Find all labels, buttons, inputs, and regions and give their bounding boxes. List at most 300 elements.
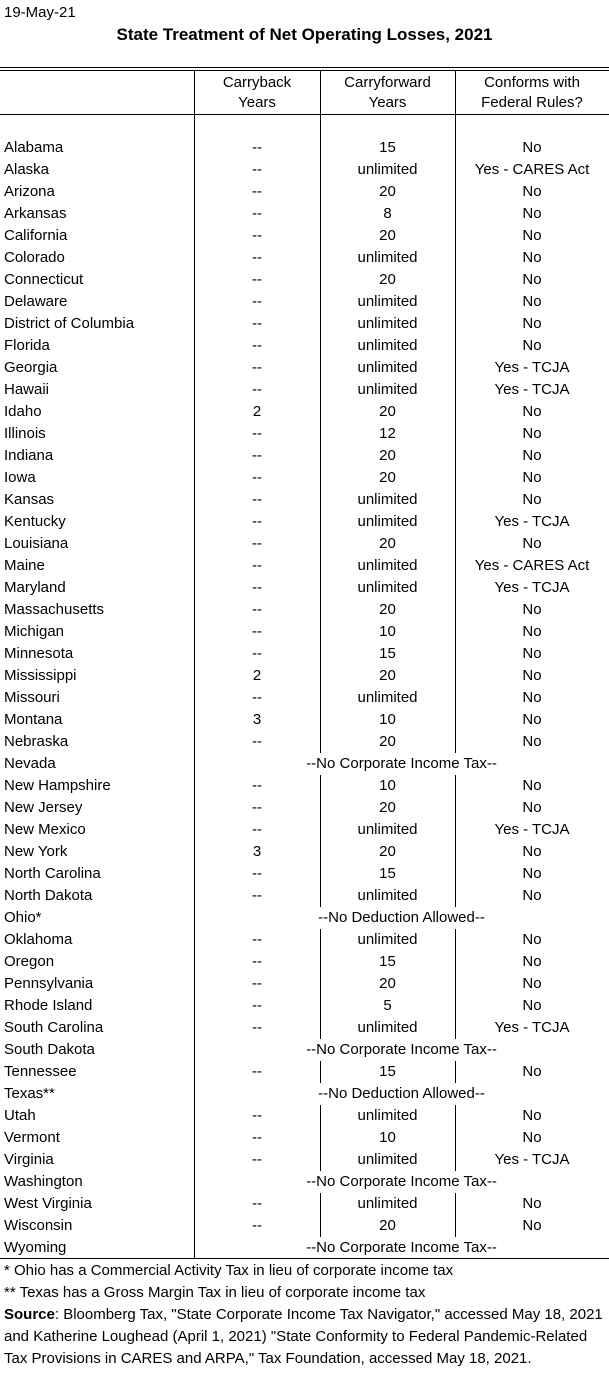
merged-status: --No Deduction Allowed-- bbox=[318, 1085, 485, 1102]
header-carryforward-line1: Carryforward bbox=[344, 74, 431, 91]
conforms-federal: No bbox=[522, 205, 542, 222]
carryback-years: -- bbox=[252, 249, 262, 266]
state-name: Rhode Island bbox=[4, 997, 93, 1014]
conforms-federal: No bbox=[522, 601, 542, 618]
table-body bbox=[0, 137, 609, 1259]
column-divider bbox=[320, 533, 321, 555]
column-divider bbox=[455, 599, 456, 621]
conforms-federal: No bbox=[522, 139, 542, 156]
state-name: Oregon bbox=[4, 953, 55, 970]
column-divider bbox=[320, 951, 321, 973]
conforms-federal: No bbox=[522, 975, 542, 992]
column-divider bbox=[320, 489, 321, 511]
conforms-federal: No bbox=[522, 865, 542, 882]
column-divider bbox=[455, 797, 456, 819]
column-divider bbox=[455, 247, 456, 269]
carryforward-years: 20 bbox=[379, 447, 396, 464]
header-divider bbox=[194, 71, 195, 114]
table-row bbox=[0, 951, 609, 973]
table-row bbox=[0, 1083, 609, 1105]
table-bottom-border bbox=[0, 1258, 609, 1259]
carryback-years: -- bbox=[252, 447, 262, 464]
table-row bbox=[0, 709, 609, 731]
table-row bbox=[0, 1061, 609, 1083]
carryforward-years: unlimited bbox=[357, 293, 418, 310]
carryback-years: -- bbox=[252, 513, 262, 530]
table-row bbox=[0, 1127, 609, 1149]
carryback-years: -- bbox=[252, 535, 262, 552]
conforms-federal: No bbox=[522, 425, 542, 442]
carryback-years: 3 bbox=[252, 843, 262, 860]
table-row bbox=[0, 181, 609, 203]
state-name: Wyoming bbox=[4, 1239, 67, 1256]
table-row bbox=[0, 1149, 609, 1171]
table-row bbox=[0, 973, 609, 995]
conforms-federal: No bbox=[522, 1129, 542, 1146]
carryforward-years: 20 bbox=[379, 227, 396, 244]
state-name: Iowa bbox=[4, 469, 36, 486]
conforms-federal: No bbox=[522, 1107, 542, 1124]
carryback-years: -- bbox=[252, 821, 262, 838]
column-divider bbox=[455, 291, 456, 313]
column-divider bbox=[455, 1017, 456, 1039]
state-name: Utah bbox=[4, 1107, 36, 1124]
carryback-years: -- bbox=[252, 601, 262, 618]
state-name: Florida bbox=[4, 337, 50, 354]
carryforward-years: 12 bbox=[379, 425, 396, 442]
column-divider bbox=[320, 555, 321, 577]
table-row bbox=[0, 357, 609, 379]
column-divider bbox=[455, 489, 456, 511]
column-divider bbox=[320, 1215, 321, 1237]
header-carryback-line2: Years bbox=[238, 94, 276, 111]
carryforward-years: 15 bbox=[379, 865, 396, 882]
conforms-federal: No bbox=[522, 227, 542, 244]
table-row bbox=[0, 423, 609, 445]
state-name: New York bbox=[4, 843, 68, 860]
conforms-federal: No bbox=[522, 447, 542, 464]
state-name: Georgia bbox=[4, 359, 58, 376]
carryback-years: -- bbox=[252, 227, 262, 244]
column-divider bbox=[320, 665, 321, 687]
carryforward-years: unlimited bbox=[357, 557, 418, 574]
state-name: North Carolina bbox=[4, 865, 101, 882]
table-row bbox=[0, 379, 609, 401]
column-divider bbox=[320, 203, 321, 225]
table-row bbox=[0, 203, 609, 225]
column-divider bbox=[320, 709, 321, 731]
column-divider bbox=[320, 401, 321, 423]
column-divider bbox=[320, 511, 321, 533]
carryforward-years: 15 bbox=[379, 1063, 396, 1080]
carryback-years: -- bbox=[252, 733, 262, 750]
merged-status: --No Corporate Income Tax-- bbox=[306, 755, 497, 772]
carryback-years: -- bbox=[252, 271, 262, 288]
conforms-federal: No bbox=[522, 535, 542, 552]
carryforward-years: 20 bbox=[379, 799, 396, 816]
column-divider bbox=[455, 159, 456, 181]
carryforward-years: unlimited bbox=[357, 337, 418, 354]
column-divider bbox=[320, 313, 321, 335]
merged-status: --No Corporate Income Tax-- bbox=[306, 1041, 497, 1058]
carryforward-years: unlimited bbox=[357, 1019, 418, 1036]
carryforward-years: 20 bbox=[379, 667, 396, 684]
column-divider bbox=[455, 533, 456, 555]
state-name: Alabama bbox=[4, 139, 64, 156]
carryforward-years: unlimited bbox=[357, 1151, 418, 1168]
column-divider bbox=[455, 1061, 456, 1083]
header-carryback bbox=[194, 73, 320, 113]
conforms-federal: No bbox=[522, 623, 542, 640]
header-conforms-line1: Conforms with bbox=[484, 74, 580, 91]
column-divider bbox=[455, 401, 456, 423]
column-divider bbox=[455, 335, 456, 357]
source-text: : Bloomberg Tax, "State Corporate Income Tax Navigator," accessed May 18, 2021 and Katherine Loughead (April 1, 2021) "State Conformity to Federal Pandemic-Related Tax Provisions in CARES and ARPA," Tax Foundation, accessed May 18, 2021. bbox=[4, 1306, 603, 1367]
conforms-federal: No bbox=[522, 249, 542, 266]
table-row bbox=[0, 401, 609, 423]
conforms-federal: No bbox=[522, 491, 542, 508]
state-name: District of Columbia bbox=[4, 315, 135, 332]
column-divider bbox=[455, 819, 456, 841]
column-divider bbox=[455, 313, 456, 335]
state-name: Colorado bbox=[4, 249, 65, 266]
carryback-years: -- bbox=[252, 469, 262, 486]
carryforward-years: unlimited bbox=[357, 821, 418, 838]
carryback-years: -- bbox=[252, 1063, 262, 1080]
carryback-years: -- bbox=[252, 1217, 262, 1234]
column-divider bbox=[320, 445, 321, 467]
conforms-federal: Yes - TCJA bbox=[494, 359, 570, 376]
column-divider bbox=[320, 115, 321, 137]
column-divider bbox=[455, 995, 456, 1017]
table-row bbox=[0, 643, 609, 665]
column-divider bbox=[455, 1149, 456, 1171]
column-divider bbox=[455, 885, 456, 907]
carryforward-years: 20 bbox=[379, 843, 396, 860]
conforms-federal: No bbox=[522, 799, 542, 816]
state-name: Louisiana bbox=[4, 535, 69, 552]
carryforward-years: 20 bbox=[379, 733, 396, 750]
report-date: 19-May-21 bbox=[4, 4, 76, 21]
carryback-years: -- bbox=[252, 1019, 262, 1036]
carryback-years: -- bbox=[252, 997, 262, 1014]
table-row bbox=[0, 1017, 609, 1039]
conforms-federal: No bbox=[522, 689, 542, 706]
table-row bbox=[0, 885, 609, 907]
carryforward-years: unlimited bbox=[357, 513, 418, 530]
column-divider bbox=[320, 621, 321, 643]
header-divider bbox=[320, 71, 321, 114]
conforms-federal: No bbox=[522, 183, 542, 200]
conforms-federal: Yes - CARES Act bbox=[474, 557, 590, 574]
column-divider bbox=[455, 775, 456, 797]
table-row bbox=[0, 687, 609, 709]
column-divider bbox=[320, 1127, 321, 1149]
conforms-federal: Yes - CARES Act bbox=[474, 161, 590, 178]
carryback-years: -- bbox=[252, 689, 262, 706]
carryback-years: -- bbox=[252, 623, 262, 640]
carryback-years: -- bbox=[252, 931, 262, 948]
table-row bbox=[0, 467, 609, 489]
carryback-years: 3 bbox=[252, 711, 262, 728]
state-name: South Carolina bbox=[4, 1019, 104, 1036]
carryforward-years: unlimited bbox=[357, 381, 418, 398]
table-row bbox=[0, 159, 609, 181]
state-name: Ohio* bbox=[4, 909, 42, 926]
table-row bbox=[0, 621, 609, 643]
conforms-federal: Yes - TCJA bbox=[494, 381, 570, 398]
header-carryback-line1: Carryback bbox=[222, 74, 292, 91]
column-divider bbox=[320, 995, 321, 1017]
column-divider bbox=[455, 1193, 456, 1215]
header-bottom-border bbox=[0, 114, 609, 115]
carryforward-years: unlimited bbox=[357, 689, 418, 706]
table-row bbox=[0, 1039, 609, 1061]
column-divider bbox=[455, 203, 456, 225]
table-row bbox=[0, 1171, 609, 1193]
state-name: Indiana bbox=[4, 447, 54, 464]
carryforward-years: 15 bbox=[379, 139, 396, 156]
table-row bbox=[0, 841, 609, 863]
column-divider bbox=[455, 445, 456, 467]
carryback-years: -- bbox=[252, 887, 262, 904]
carryforward-years: unlimited bbox=[357, 161, 418, 178]
conforms-federal: No bbox=[522, 953, 542, 970]
state-name: Delaware bbox=[4, 293, 68, 310]
carryback-years: -- bbox=[252, 579, 262, 596]
carryback-years: -- bbox=[252, 205, 262, 222]
carryback-years: -- bbox=[252, 337, 262, 354]
table-row bbox=[0, 775, 609, 797]
column-divider bbox=[320, 181, 321, 203]
conforms-federal: Yes - TCJA bbox=[494, 821, 570, 838]
carryback-years: -- bbox=[252, 1129, 262, 1146]
conforms-federal: No bbox=[522, 645, 542, 662]
table-top-border-inner bbox=[0, 70, 609, 71]
state-name: Arizona bbox=[4, 183, 55, 200]
column-divider bbox=[455, 423, 456, 445]
column-divider bbox=[455, 511, 456, 533]
column-divider bbox=[455, 1127, 456, 1149]
column-divider bbox=[320, 1061, 321, 1083]
carryforward-years: 15 bbox=[379, 953, 396, 970]
column-divider bbox=[455, 357, 456, 379]
table-row bbox=[0, 753, 609, 775]
column-divider bbox=[455, 973, 456, 995]
column-divider bbox=[455, 467, 456, 489]
state-name: Nevada bbox=[4, 755, 56, 772]
carryback-years: -- bbox=[252, 1151, 262, 1168]
column-divider bbox=[320, 599, 321, 621]
source-note bbox=[4, 1304, 604, 1370]
table-row bbox=[0, 665, 609, 687]
column-divider bbox=[320, 247, 321, 269]
carryforward-years: 20 bbox=[379, 975, 396, 992]
table-row bbox=[0, 137, 609, 159]
table-row bbox=[0, 489, 609, 511]
conforms-federal: No bbox=[522, 1063, 542, 1080]
state-name: New Jersey bbox=[4, 799, 83, 816]
column-divider bbox=[455, 379, 456, 401]
column-divider bbox=[320, 1017, 321, 1039]
conforms-federal: No bbox=[522, 931, 542, 948]
state-name: Tennessee bbox=[4, 1063, 77, 1080]
state-name: Texas** bbox=[4, 1085, 55, 1102]
column-divider bbox=[320, 841, 321, 863]
carryforward-years: unlimited bbox=[357, 887, 418, 904]
footnote-ohio: * Ohio has a Commercial Activity Tax in lieu of corporate income tax bbox=[4, 1262, 454, 1279]
conforms-federal: No bbox=[522, 271, 542, 288]
state-name: Nebraska bbox=[4, 733, 69, 750]
carryback-years: -- bbox=[252, 315, 262, 332]
column-divider bbox=[320, 863, 321, 885]
table-row bbox=[0, 797, 609, 819]
state-name: South Dakota bbox=[4, 1041, 95, 1058]
conforms-federal: Yes - TCJA bbox=[494, 513, 570, 530]
table-row bbox=[0, 269, 609, 291]
table-row bbox=[0, 1105, 609, 1127]
source-label: Source bbox=[4, 1306, 55, 1323]
carryforward-years: 10 bbox=[379, 623, 396, 640]
column-divider bbox=[320, 929, 321, 951]
carryback-years: -- bbox=[252, 645, 262, 662]
conforms-federal: No bbox=[522, 997, 542, 1014]
table-row bbox=[0, 291, 609, 313]
column-divider bbox=[455, 863, 456, 885]
carryforward-years: 20 bbox=[379, 469, 396, 486]
conforms-federal: No bbox=[522, 337, 542, 354]
carryforward-years: 15 bbox=[379, 645, 396, 662]
state-name: North Dakota bbox=[4, 887, 93, 904]
table-row bbox=[0, 225, 609, 247]
column-divider bbox=[455, 665, 456, 687]
conforms-federal: No bbox=[522, 403, 542, 420]
column-divider bbox=[320, 137, 321, 159]
carryforward-years: 20 bbox=[379, 1217, 396, 1234]
merged-status: --No Corporate Income Tax-- bbox=[306, 1239, 497, 1256]
column-divider bbox=[455, 1105, 456, 1127]
column-divider bbox=[320, 423, 321, 445]
conforms-federal: Yes - TCJA bbox=[494, 579, 570, 596]
carryback-years: -- bbox=[252, 491, 262, 508]
state-name: Hawaii bbox=[4, 381, 50, 398]
conforms-federal: No bbox=[522, 733, 542, 750]
footnotes bbox=[4, 1260, 604, 1370]
carryback-years: -- bbox=[252, 161, 262, 178]
state-name: West Virginia bbox=[4, 1195, 92, 1212]
column-divider bbox=[320, 335, 321, 357]
state-name: Virginia bbox=[4, 1151, 54, 1168]
column-divider bbox=[455, 841, 456, 863]
carryback-years: -- bbox=[252, 865, 262, 882]
column-divider bbox=[455, 555, 456, 577]
table-row bbox=[0, 1193, 609, 1215]
table-row bbox=[0, 863, 609, 885]
merged-status: --No Corporate Income Tax-- bbox=[306, 1173, 497, 1190]
column-divider bbox=[455, 181, 456, 203]
table-row bbox=[0, 445, 609, 467]
conforms-federal: Yes - TCJA bbox=[494, 1151, 570, 1168]
column-divider bbox=[320, 467, 321, 489]
state-name: Wisconsin bbox=[4, 1217, 73, 1234]
page-title: State Treatment of Net Operating Losses, 2021 bbox=[116, 25, 493, 44]
table-row bbox=[0, 1215, 609, 1237]
column-divider bbox=[320, 1105, 321, 1127]
table-row bbox=[0, 1237, 609, 1259]
carryforward-years: 10 bbox=[379, 1129, 396, 1146]
conforms-federal: Yes - TCJA bbox=[494, 1019, 570, 1036]
table-row bbox=[0, 313, 609, 335]
carryforward-years: 10 bbox=[379, 777, 396, 794]
carryback-years: -- bbox=[252, 953, 262, 970]
state-name: Kansas bbox=[4, 491, 55, 508]
header-conforms bbox=[455, 73, 609, 113]
state-name: Washington bbox=[4, 1173, 83, 1190]
column-divider bbox=[455, 137, 456, 159]
state-name: Michigan bbox=[4, 623, 65, 640]
merged-status: --No Deduction Allowed-- bbox=[318, 909, 485, 926]
column-divider bbox=[455, 709, 456, 731]
carryforward-years: unlimited bbox=[357, 315, 418, 332]
carryforward-years: 20 bbox=[379, 535, 396, 552]
table-row bbox=[0, 555, 609, 577]
column-divider bbox=[320, 577, 321, 599]
column-divider bbox=[320, 1193, 321, 1215]
carryback-years: 2 bbox=[252, 403, 262, 420]
carryforward-years: 20 bbox=[379, 183, 396, 200]
table-row bbox=[0, 335, 609, 357]
state-name: Montana bbox=[4, 711, 63, 728]
state-name: Maryland bbox=[4, 579, 66, 596]
carryback-years: -- bbox=[252, 293, 262, 310]
column-divider bbox=[320, 731, 321, 753]
carryback-years: -- bbox=[252, 975, 262, 992]
carryback-years: -- bbox=[252, 1195, 262, 1212]
state-name: Alaska bbox=[4, 161, 50, 178]
conforms-federal: No bbox=[522, 777, 542, 794]
column-divider bbox=[455, 687, 456, 709]
carryback-years: 2 bbox=[252, 667, 262, 684]
carryforward-years: unlimited bbox=[357, 491, 418, 508]
header-divider bbox=[455, 71, 456, 114]
state-name: Missouri bbox=[4, 689, 60, 706]
conforms-federal: No bbox=[522, 887, 542, 904]
column-divider bbox=[320, 1149, 321, 1171]
state-name: Illinois bbox=[4, 425, 46, 442]
conforms-federal: No bbox=[522, 843, 542, 860]
carryforward-years: unlimited bbox=[357, 579, 418, 596]
column-divider bbox=[455, 577, 456, 599]
column-divider bbox=[455, 1215, 456, 1237]
table-row bbox=[0, 533, 609, 555]
state-name: Pennsylvania bbox=[4, 975, 94, 992]
column-divider bbox=[455, 115, 456, 137]
table-row bbox=[0, 995, 609, 1017]
state-name: New Hampshire bbox=[4, 777, 111, 794]
carryforward-years: 5 bbox=[383, 997, 392, 1014]
footnote-texas: ** Texas has a Gross Margin Tax in lieu of corporate income tax bbox=[4, 1284, 426, 1301]
table-row bbox=[0, 599, 609, 621]
state-name: New Mexico bbox=[4, 821, 86, 838]
state-name: Idaho bbox=[4, 403, 42, 420]
column-divider bbox=[455, 731, 456, 753]
carryback-years: -- bbox=[252, 425, 262, 442]
carryforward-years: unlimited bbox=[357, 1107, 418, 1124]
column-divider bbox=[320, 159, 321, 181]
table-row bbox=[0, 577, 609, 599]
column-divider bbox=[320, 885, 321, 907]
header-carryforward bbox=[320, 73, 455, 113]
